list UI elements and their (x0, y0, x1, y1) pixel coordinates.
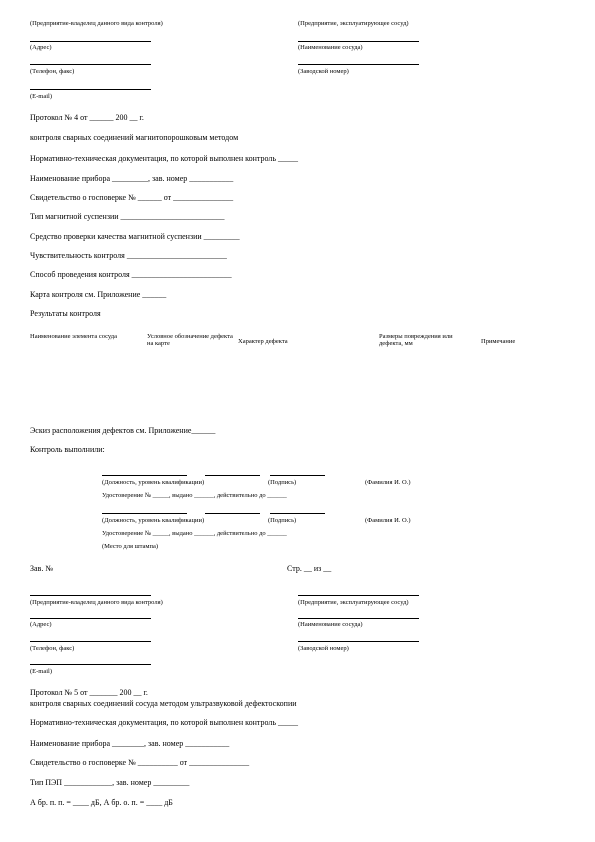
vessel-name-label: (Наименование сосуда) (298, 44, 363, 51)
results-label: Результаты контроля (30, 309, 101, 318)
sig2-signature-line (205, 513, 260, 514)
field-device-2: Наименование прибора ________, зав. номер ___________ (30, 739, 230, 748)
phone-label: (Телефон, факс) (30, 68, 75, 75)
address-label: (Адрес) (30, 44, 52, 51)
sig1-certificate: Удостоверение № _____, выдано ______, действительно до ______ (102, 492, 287, 499)
vessel-name-line-2 (298, 618, 419, 619)
protocol-title-2: контроля сварных соединений сосуда методом ультразвуковой дефектоскопии (30, 699, 297, 708)
org-label-2: (Предприятие-владелец данного вида контроля) (30, 599, 163, 606)
sig2-certificate: Удостоверение № _____, выдано ______, действительно до ______ (102, 530, 287, 537)
sig1-signature-label: (Подпись) (268, 479, 297, 486)
email-label-2: (E-mail) (30, 668, 53, 675)
factory-number-label-2: (Заводской номер) (298, 645, 349, 652)
footer-page-number: Стр. __ из __ (287, 564, 332, 573)
field-probe-type: Тип ПЭП ____________, зав. номер _________ (30, 778, 190, 787)
field-sensitivity: Чувствительность контроля _________________________ (30, 251, 227, 260)
sig2-signature-label: (Подпись) (268, 517, 297, 524)
enterprise-label: (Предприятие, эксплуатирующее сосуд) (298, 20, 409, 27)
col-defect-character: Характер дефекта (238, 338, 288, 345)
factory-number-line (298, 64, 419, 65)
stamp-placeholder: (Место для штампа) (102, 543, 159, 550)
address-line (30, 41, 151, 42)
enterprise-line-2 (298, 595, 419, 596)
enterprise-label-2: (Предприятие, эксплуатирующее сосуд) (298, 599, 409, 606)
vessel-name-line (298, 41, 419, 42)
protocol-title: контроля сварных соединений магнитопорошковым методом (30, 133, 239, 142)
email-line-2 (30, 664, 151, 665)
performed-by-label: Контроль выполнили: (30, 445, 105, 454)
field-certificate: Свидетельство о госповерке № ______ от _______________ (30, 193, 234, 202)
field-device: Наименование прибора _________, зав. номер ___________ (30, 174, 234, 183)
protocol-number: Протокол № 4 от ______ 200 __ г. (30, 113, 144, 122)
sig1-position-line (102, 475, 187, 476)
field-ntd: Нормативно-техническая документация, по которой выполнен контроль _____ (30, 154, 299, 163)
field-ntd-2: Нормативно-техническая документация, по которой выполнен контроль _____ (30, 718, 299, 727)
col-defect-designation: Условное обозначение дефекта на карте (147, 333, 233, 348)
address-label-2: (Адрес) (30, 621, 52, 628)
sketch-reference: Эскиз расположения дефектов см. Приложение______ (30, 426, 216, 435)
org-line-2 (30, 595, 151, 596)
col-defect-size: Размеры повреждения или дефекта, мм (379, 333, 453, 348)
sig1-signature-line (205, 475, 260, 476)
phone-line-2 (30, 641, 151, 642)
org-label: (Предприятие-владелец данного вида контроля) (30, 20, 163, 27)
field-certificate-2: Свидетельство о госповерке № __________ от _______________ (30, 758, 250, 767)
sig2-name-label: (Фамилия И. О.) (365, 517, 411, 524)
field-control-map: Карта контроля см. Приложение ______ (30, 290, 167, 299)
sig1-name-line (270, 475, 325, 476)
col-note: Примечание (481, 338, 516, 345)
factory-number-label: (Заводской номер) (298, 68, 349, 75)
vessel-name-label-2: (Наименование сосуда) (298, 621, 363, 628)
email-label: (E-mail) (30, 93, 53, 100)
field-suspension-check: Средство проверки качества магнитной суспензии _________ (30, 232, 240, 241)
phone-line (30, 64, 151, 65)
field-method: Способ проведения контроля _________________________ (30, 270, 232, 279)
protocol-number-2: Протокол № 5 от _______ 200 __ г. (30, 688, 148, 697)
col-element-name: Наименование элемента сосуда (30, 333, 117, 340)
address-line-2 (30, 618, 151, 619)
email-line (30, 89, 151, 90)
field-suspension-type: Тип магнитной суспензии __________________________ (30, 212, 225, 221)
sig2-position-label: (Должность, уровень квалификации) (102, 517, 205, 524)
sig1-position-label: (Должность, уровень квалификации) (102, 479, 205, 486)
sig2-name-line (270, 513, 325, 514)
footer-factory-number: Зав. № (30, 564, 53, 573)
sig1-name-label: (Фамилия И. О.) (365, 479, 411, 486)
field-gain-levels: А бр. п. п. = ____ дБ, А бр. о. п. = ____ дБ (30, 798, 173, 807)
sig2-position-line (102, 513, 187, 514)
phone-label-2: (Телефон, факс) (30, 645, 75, 652)
factory-number-line-2 (298, 641, 419, 642)
